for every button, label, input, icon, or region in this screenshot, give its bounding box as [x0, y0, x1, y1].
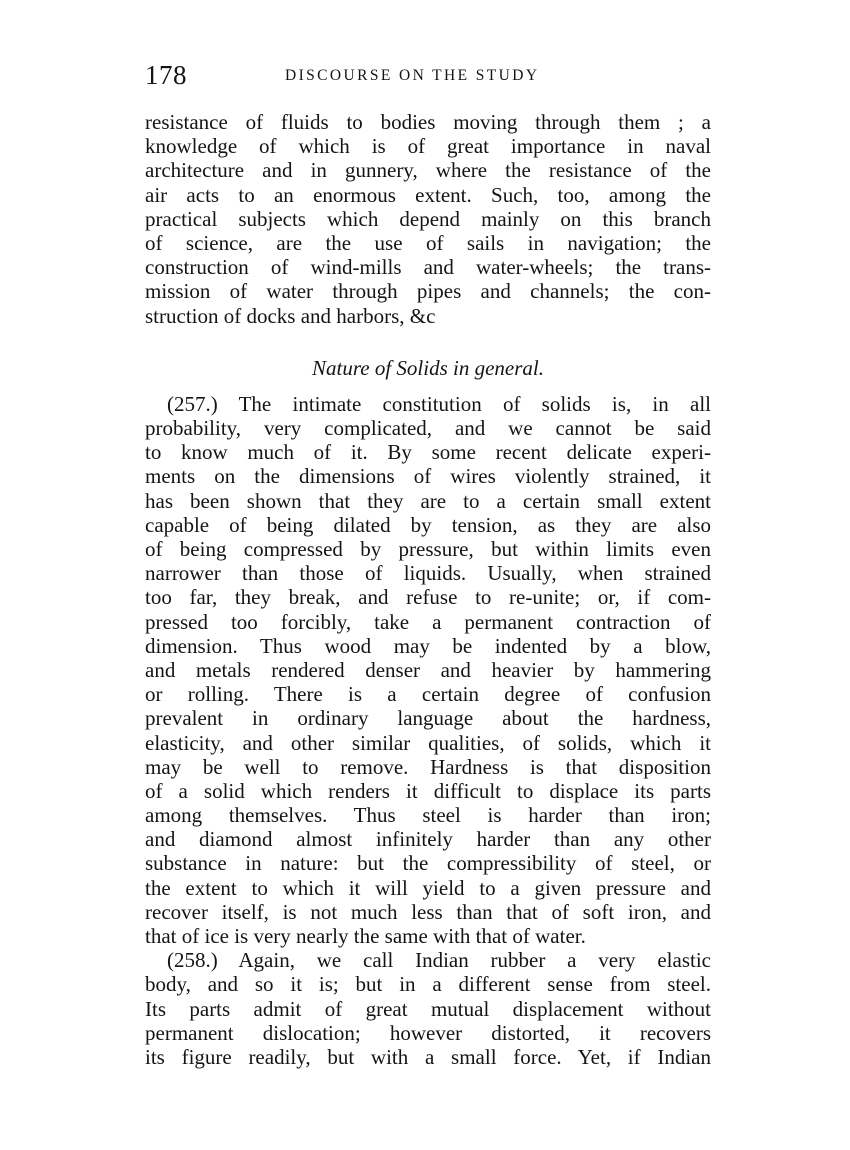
text-line: may be well to remove. Hardness is that disposition — [145, 754, 711, 779]
text-line: narrower than those of liquids. Usually, when strained — [145, 561, 711, 586]
text-line: and metals rendered denser and heavier by hammering — [145, 657, 711, 682]
text-line: too far, they break, and refuse to re-unite; or, if com- — [145, 585, 711, 610]
text-line: the extent to which it will yield to a given pressure and — [145, 875, 711, 900]
text-line: air acts to an enormous extent. Such, too, among the — [145, 182, 711, 207]
text-line: practical subjects which depend mainly on this branch — [145, 206, 711, 231]
text-line: probability, very complicated, and we cannot be said — [145, 416, 711, 441]
text-line: permanent dislocation; however distorted, it recovers — [145, 1020, 711, 1045]
text-line: capable of being dilated by tension, as they are also — [145, 512, 711, 537]
text-line: pressed too forcibly, take a permanent contraction of — [145, 609, 711, 634]
text-line: its figure readily, but with a small force. Yet, if Indian — [145, 1044, 711, 1069]
text-line: dimension. Thus wood may be indented by a blow, — [145, 633, 711, 658]
text-line: knowledge of which is of great importance in naval — [145, 134, 711, 159]
text-line: recover itself, is not much less than that of soft iron, and — [145, 899, 711, 924]
body-text — [145, 110, 711, 1069]
text-line: prevalent in ordinary language about the hardness, — [145, 706, 711, 731]
text-line: (258.) Again, we call Indian rubber a very elastic — [167, 948, 711, 973]
page-number: 178 — [145, 60, 187, 90]
text-line: mission of water through pipes and channels; the con- — [145, 279, 711, 304]
text-line: of being compressed by pressure, but within limits even — [145, 537, 711, 561]
text-line: to know much of it. By some recent delicate experi- — [145, 440, 711, 465]
text-line: elasticity, and other similar qualities, of solids, which it — [145, 730, 711, 755]
text-line: ments on the dimensions of wires violently strained, it — [145, 464, 711, 489]
text-line: body, and so it is; but in a different sense from steel. — [145, 972, 711, 997]
text-line: (257.) The intimate constitution of solids is, in all — [167, 391, 711, 416]
text-line: construction of wind-mills and water-wheels; the trans- — [145, 255, 711, 280]
text-line: or rolling. There is a certain degree of confusion — [145, 682, 711, 707]
text-line: of science, are the use of sails in navigation; the — [145, 230, 711, 255]
text-line: and diamond almost infinitely harder than any other — [145, 827, 711, 852]
text-line: architecture and in gunnery, where the resistance of the — [145, 158, 711, 183]
page-header — [145, 60, 711, 90]
running-head: DISCOURSE ON THE STUDY — [285, 67, 540, 84]
paragraph-257 — [145, 392, 711, 948]
text-line: has been shown that they are to a certain small extent — [145, 488, 711, 513]
paragraph-continuation — [145, 110, 711, 328]
paragraph-258 — [145, 948, 711, 1069]
text-line: of a solid which renders it difficult to displace its parts — [145, 778, 711, 803]
text-line: resistance of fluids to bodies moving through them ; a — [145, 110, 711, 134]
text-line: substance in nature: but the compressibility of steel, or — [145, 851, 711, 876]
section-heading: Nature of Solids in general. — [312, 355, 544, 380]
text-line: Its parts admit of great mutual displacement without — [145, 996, 711, 1021]
text-line: that of ice is very nearly the same with that of water. — [145, 924, 586, 948]
text-line: struction of docks and harbors, &c — [145, 303, 436, 328]
text-line: among themselves. Thus steel is harder than iron; — [145, 803, 711, 828]
